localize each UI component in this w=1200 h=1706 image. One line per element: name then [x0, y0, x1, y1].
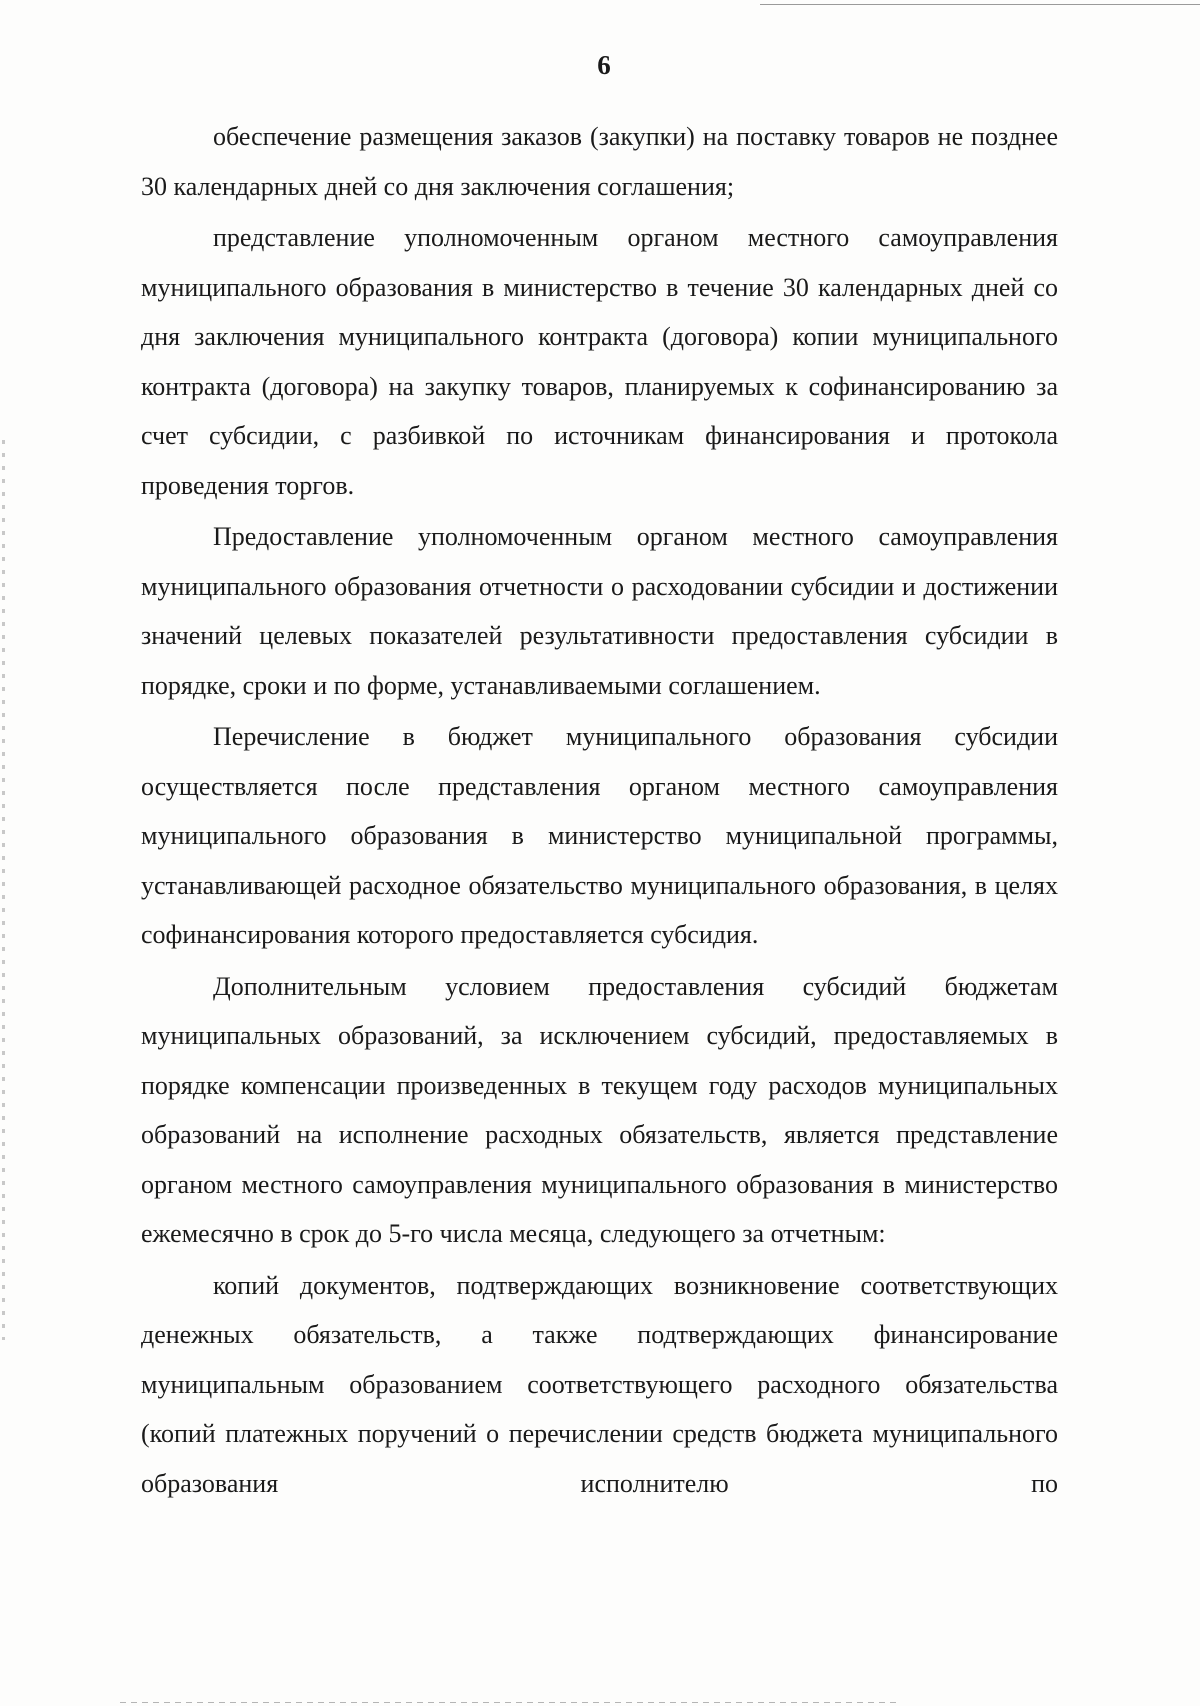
paragraph: Дополнительным условием предоставления субсидий бюджетам муниципальных образований, за исключением субсидий, предоставляемых в порядке компенсации произведенных в текущем году расходов муниципальных образований на исполнение расходных обязательств, является представление органом местного самоуправления муниципального образования в министерство ежемесячно в срок до 5-го числа месяца, следующего за отчетным: — [141, 971, 1058, 1248]
document-body — [141, 112, 1058, 1510]
scan-artifact-top — [760, 4, 1200, 5]
page-number: 6 — [597, 50, 611, 80]
paragraph: представление уполномоченным органом местного самоуправления муниципального образования в министерство в течение 30 календарных дней со дня заключения муниципального контракта (договора) копии муниципального контракта (договора) на закупку товаров, планируемых к софинансированию за счет субсидии, с разбивкой по источникам финансирования и протокола проведения торгов. — [141, 223, 1058, 500]
paragraph: Предоставление уполномоченным органом местного самоуправления муниципального образования отчетности о расходовании субсидии и достижении значений целевых показателей результативности предоставления субсидии в порядке, сроки и по форме, устанавливаемыми соглашением. — [141, 522, 1058, 700]
scan-artifact-bottom — [120, 1702, 900, 1703]
paragraph: обеспечение размещения заказов (закупки) на поставку товаров не позднее 30 календарных дней со дня заключения соглашения; — [141, 122, 1058, 201]
paragraph: Перечисление в бюджет муниципального образования субсидии осуществляется после представления органом местного самоуправления муниципального образования в министерство муниципальной программы, устанавливающей расходное обязательство муниципального образования, в целях софинансирования которого предоставляется субсидия. — [141, 722, 1058, 949]
paragraph: копий документов, подтверждающих возникновение соответствующих денежных обязательств, а также подтверждающих финансирование муниципальным образованием соответствующего расходного обязательства (копий платежных поручений о перечислении средств бюджета муниципального образования исполнителю по — [141, 1270, 1058, 1498]
scan-artifact-left — [2, 440, 5, 1340]
